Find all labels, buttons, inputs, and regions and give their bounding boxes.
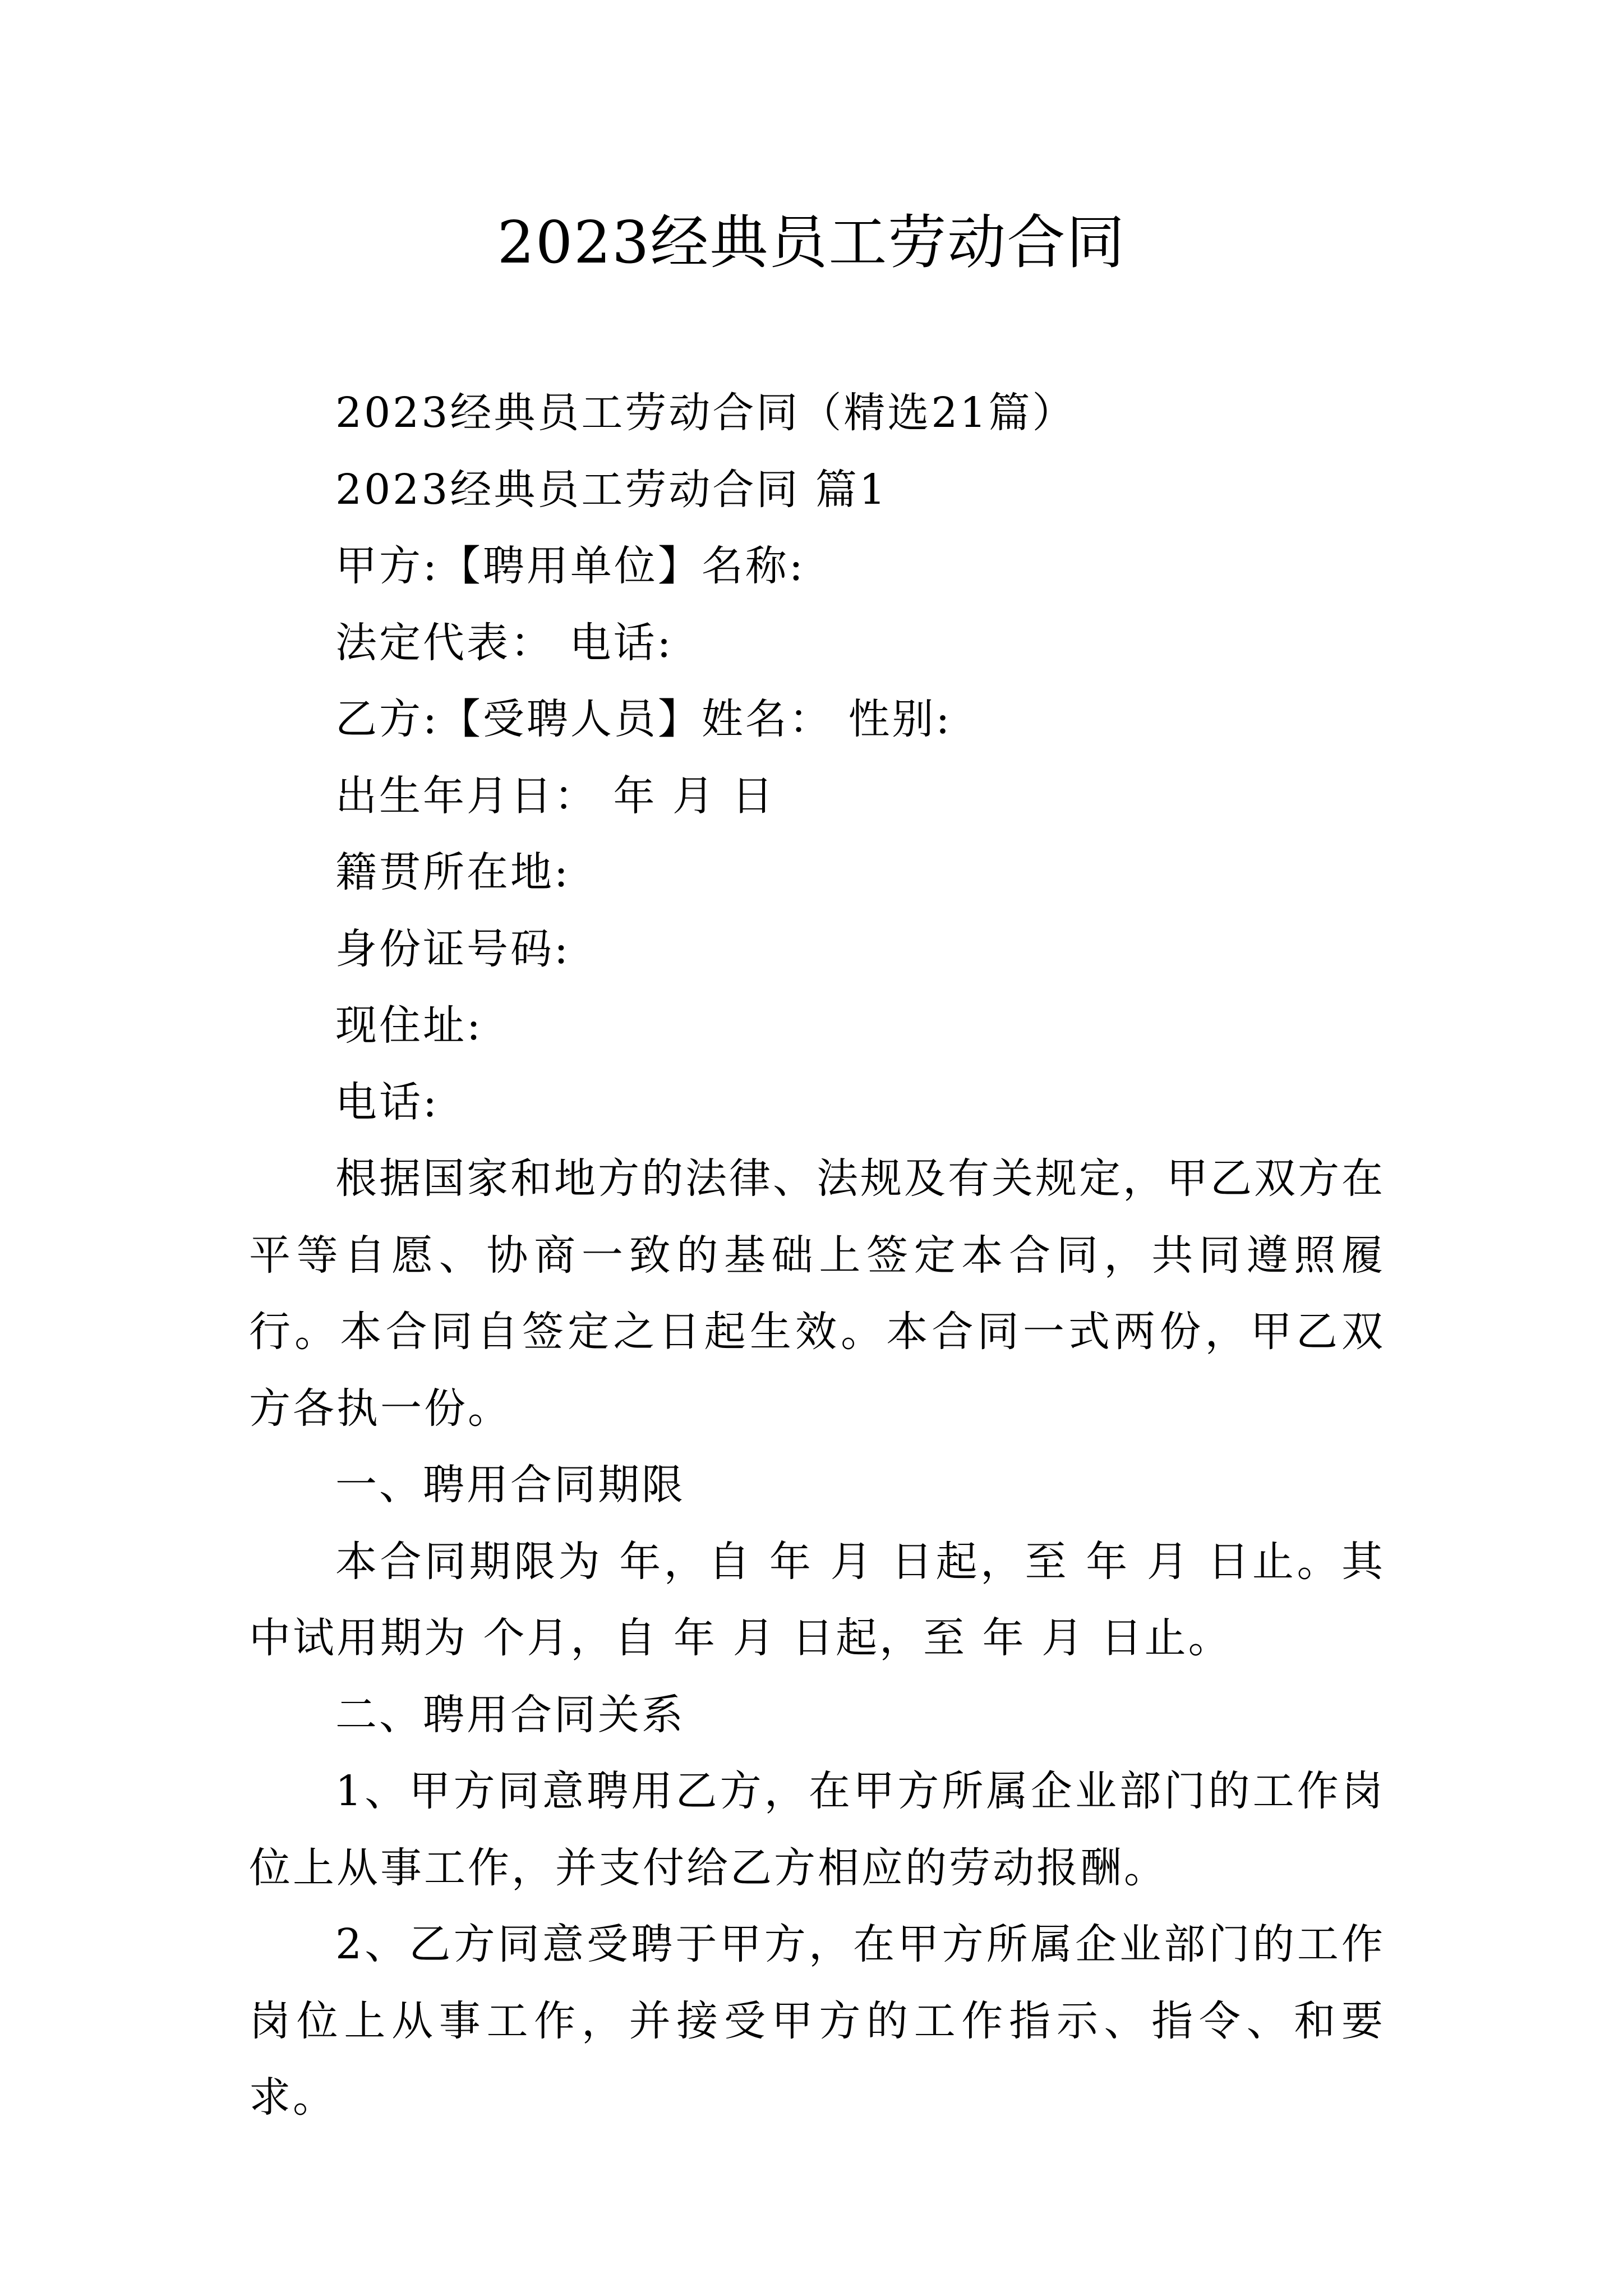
section-heading-relationship: 二、聘用合同关系 xyxy=(335,1690,685,1739)
paragraph-phone: 电话: xyxy=(335,1078,439,1126)
document-body xyxy=(249,375,1385,2136)
section-heading-term: 一、聘用合同期限 xyxy=(335,1461,685,1509)
paragraph-party-b-name: 乙方:【受聘人员】姓名： 性别: xyxy=(335,695,952,743)
paragraph-clause-1: 1、甲方同意聘用乙方，在甲方所属企业部门的工作岗位上从事工作，并支付给乙方相应的劳动报酬。 xyxy=(249,1767,1385,1892)
paragraph-collection-title: 2023经典员工劳动合同（精选21篇） xyxy=(335,389,1076,437)
paragraph-legal-representative: 法定代表： 电话: xyxy=(335,618,674,667)
paragraph-birth-date: 出生年月日： 年 月 日 xyxy=(335,771,776,820)
paragraph-preamble: 根据国家和地方的法律、法规及有关规定，甲乙双方在平等自愿、协商一致的基础上签定本合同，共同遵照履行。本合同自签定之日起生效。本合同一式两份，甲乙双方各执一份。 xyxy=(249,1154,1385,1433)
paragraph-article-heading: 2023经典员工劳动合同 篇1 xyxy=(335,465,888,514)
paragraph-contract-term: 本合同期限为 年，自 年 月 日起，至 年 月 日止。其中试用期为 个月，自 年 月 日起，至 年 月 日止。 xyxy=(249,1537,1385,1662)
paragraph-clause-2: 2、乙方同意受聘于甲方，在甲方所属企业部门的工作岗位上从事工作，并接受甲方的工作指示、指令、和要求。 xyxy=(249,1920,1385,2122)
paragraph-party-a-name: 甲方:【聘用单位】名称: xyxy=(335,542,805,590)
paragraph-id-number: 身份证号码: xyxy=(335,924,570,973)
document-title: 2023经典员工劳动合同 xyxy=(497,208,1126,277)
paragraph-native-place: 籍贯所在地: xyxy=(335,848,570,896)
paragraph-current-address: 现住址: xyxy=(335,1001,483,1050)
